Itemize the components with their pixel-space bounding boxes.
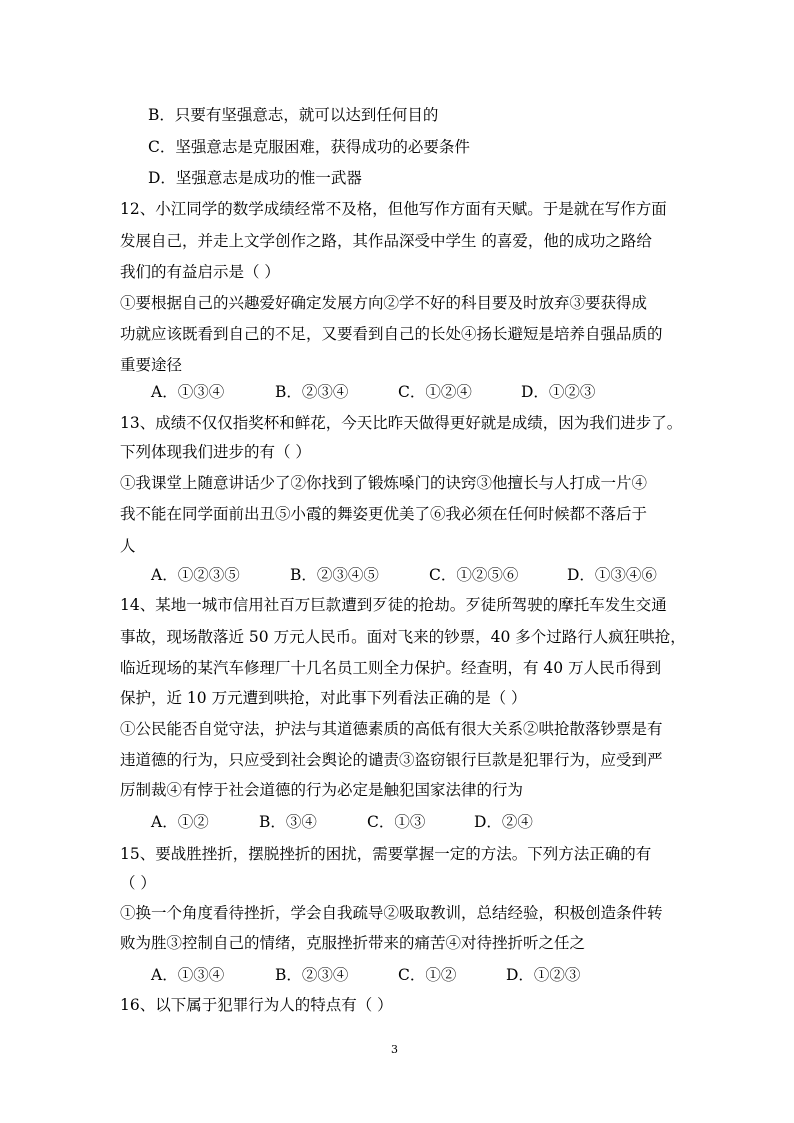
q14-option-d: D．②④ xyxy=(474,813,533,831)
q15-option-b: B．②③④ xyxy=(275,966,349,984)
q12-items-line-1: ①要根据自己的兴趣爱好确定发展方向②学不好的科目要及时放弃③要获得成 xyxy=(120,294,648,312)
q14-options xyxy=(0,812,794,832)
q15-options xyxy=(0,965,794,985)
q13-stem-line-1: 13、成绩不仅仅指奖杯和鲜花，今天比昨天做得更好就是成绩，因为我们进步了。 xyxy=(120,414,683,432)
q11-option-c: C．坚强意志是克服困难，获得成功的必要条件 xyxy=(148,138,470,156)
q11-option-b: B．只要有坚强意志，就可以达到任何目的 xyxy=(148,106,439,124)
q15-stem-line-2: （ ） xyxy=(120,874,156,892)
q13-option-a: A．①②③⑤ xyxy=(151,566,240,584)
q12-option-a: A．①③④ xyxy=(151,383,225,401)
q13-option-b: B．②③④⑤ xyxy=(290,566,379,584)
page-number: 3 xyxy=(391,1043,398,1056)
q12-stem-line-2: 发展自己，并走上文学创作之路，其作品深受中学生 的喜爱，他的成功之路给 xyxy=(120,232,652,250)
q15-items-line-1: ①换一个角度看待挫折，学会自我疏导②吸取教训，总结经验，积极创造条件转 xyxy=(120,904,663,922)
q12-items-line-2: 功就应该既看到自己的不足，又要看到自己的长处④扬长避短是培养自强品质的 xyxy=(120,325,663,343)
q14-items-line-1: ①公民能否自觉守法，护法与其道德素质的高低有很大关系②哄抢散落钞票是有 xyxy=(120,720,663,738)
q12-option-d: D．①②③ xyxy=(521,383,596,401)
q14-stem-line-4: 保护，近 10 万元遭到哄抢，对此事下列看法正确的是（ ） xyxy=(120,689,527,707)
q12-option-c: C．①②④ xyxy=(398,383,472,401)
q15-stem-line-1: 15、要战胜挫折，摆脱挫折的困扰，需要掌握一定的方法。下列方法正确的有 xyxy=(120,845,652,863)
q16-stem-line-1: 16、以下属于犯罪行为人的特点有（ ） xyxy=(120,996,393,1014)
q14-stem-line-2: 事故，现场散落近 50 万元人民币。面对飞来的钞票，40 多个过路行人疯狂哄抢， xyxy=(120,628,686,646)
q12-stem-line-3: 我们的有益启示是（ ） xyxy=(120,263,280,281)
q13-items-line-1: ①我课堂上随意讲话少了②你找到了锻炼嗓门的诀窍③他擅长与人打成一片④ xyxy=(120,474,648,492)
q14-items-line-3: 厉制裁④有悖于社会道德的行为必定是触犯国家法律的行为 xyxy=(120,781,524,799)
q15-option-d: D．①②③ xyxy=(506,966,581,984)
q13-options xyxy=(0,565,794,585)
q12-options xyxy=(0,382,794,402)
q13-option-d: D．①③④⑥ xyxy=(567,566,657,584)
q14-option-a: A．①② xyxy=(151,813,209,831)
q15-option-c: C．①② xyxy=(398,966,457,984)
q13-option-c: C．①②⑤⑥ xyxy=(429,566,519,584)
q14-option-b: B．③④ xyxy=(259,813,317,831)
q12-items-line-3: 重要途径 xyxy=(120,356,183,374)
q14-option-c: C．①③ xyxy=(367,813,426,831)
q12-option-b: B．②③④ xyxy=(275,383,349,401)
q14-items-line-2: 违道德的行为，只应受到社会舆论的谴责③盗窃银行巨款是犯罪行为，应受到严 xyxy=(120,751,663,769)
q14-stem-line-3: 临近现场的某汽车修理厂十几名员工则全力保护。经查明，有 40 万人民币得到 xyxy=(120,659,662,677)
q13-items-line-2: 我不能在同学面前出丑⑤小霞的舞姿更优美了⑥我必须在任何时候都不落后于 xyxy=(120,505,648,523)
q12-stem-line-1: 12、小江同学的数学成绩经常不及格，但他写作方面有天赋。于是就在写作方面 xyxy=(120,200,667,218)
q15-option-a: A．①③④ xyxy=(151,966,225,984)
q13-stem-line-2: 下列体现我们进步的有（ ） xyxy=(120,443,311,461)
q11-option-d: D．坚强意志是成功的惟一武器 xyxy=(148,169,362,187)
q15-items-line-2: 败为胜③控制自己的情绪，克服挫折带来的痛苦④对待挫折听之任之 xyxy=(120,934,586,952)
q14-stem-line-1: 14、某地一城市信用社百万巨款遭到歹徒的抢劫。歹徒所驾驶的摩托车发生交通 xyxy=(120,596,667,614)
q13-items-line-3: 人 xyxy=(120,537,136,555)
